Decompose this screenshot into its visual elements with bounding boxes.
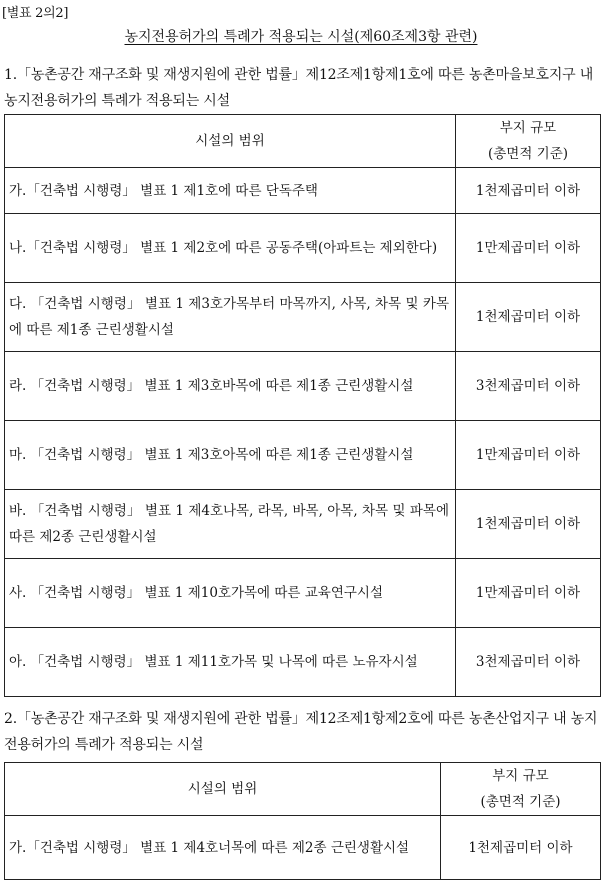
facility-scope-cell: 다. 「건축법 시행령」 별표 1 제3호가목부터 마목까지, 사목, 차목 및 카목에 따른 제1종 근린생활시설: [5, 283, 456, 352]
table-header-row: [5, 763, 601, 816]
section-1-table: [4, 114, 601, 697]
table-row: [5, 352, 601, 421]
section-2-table: [4, 762, 601, 880]
section-2-heading: 2.「농촌공간 재구조화 및 재생지원에 관한 법률」제12조제1항제2호에 따른 농촌산업지구 내 농지전용허가의 특례가 적용되는 시설: [4, 711, 598, 753]
facility-scope-cell: 마. 「건축법 시행령」 별표 1 제3호아목에 따른 제1종 근린생활시설: [5, 421, 456, 490]
document-title-text: 농지전용허가의 특례가 적용되는 시설(제60조제3항 관련): [124, 29, 478, 45]
document-title: [0, 26, 602, 46]
site-size-cell: 1천제곱미터 이하: [456, 283, 601, 352]
table-row: [5, 816, 601, 880]
annex-label: [별표 2의2]: [2, 6, 69, 21]
column-header-scope: 시설의 범위: [5, 115, 456, 168]
column-header-size-line1: 부지 규모: [499, 120, 557, 136]
site-size-cell: 1천제곱미터 이하: [441, 816, 601, 880]
facility-scope-cell: 라. 「건축법 시행령」 별표 1 제3호바목에 따른 제1종 근린생활시설: [5, 352, 456, 421]
column-header-size: [456, 115, 601, 168]
table-row: [5, 628, 601, 697]
facility-scope-cell: 사. 「건축법 시행령」 별표 1 제10호가목에 따른 교육연구시설: [5, 559, 456, 628]
site-size-cell: 1천제곱미터 이하: [456, 168, 601, 214]
table-row: [5, 421, 601, 490]
table-row: [5, 214, 601, 283]
facility-scope-cell: 나.「건축법 시행령」 별표 1 제2호에 따른 공동주택(아파트는 제외한다): [5, 214, 456, 283]
table-row: [5, 168, 601, 214]
site-size-cell: 3천제곱미터 이하: [456, 628, 601, 697]
column-header-size-line1: 부지 규모: [492, 768, 549, 784]
section-1-heading: 1.「농촌공간 재구조화 및 재생지원에 관한 법률」제12조제1항제1호에 따른 농촌마을보호지구 내 농지전용허가의 특례가 적용되는 시설: [4, 67, 594, 109]
facility-scope-cell: 바. 「건축법 시행령」 별표 1 제4호나목, 라목, 바목, 아목, 차목 및 파목에 따른 제2종 근린생활시설: [5, 490, 456, 559]
column-header-scope: 시설의 범위: [5, 763, 441, 816]
facility-scope-cell: 가.「건축법 시행령」 별표 1 제1호에 따른 단독주택: [5, 168, 456, 214]
site-size-cell: 1만제곱미터 이하: [456, 559, 601, 628]
site-size-cell: 3천제곱미터 이하: [456, 352, 601, 421]
table-row: [5, 283, 601, 352]
site-size-cell: 1만제곱미터 이하: [456, 214, 601, 283]
table-header-row: [5, 115, 601, 168]
facility-scope-cell: 가.「건축법 시행령」 별표 1 제4호너목에 따른 제2종 근린생활시설: [5, 816, 441, 880]
column-header-size-line2: (총면적 기준): [480, 794, 561, 810]
site-size-cell: 1만제곱미터 이하: [456, 421, 601, 490]
table-row: [5, 490, 601, 559]
column-header-size: [441, 763, 601, 816]
site-size-cell: 1천제곱미터 이하: [456, 490, 601, 559]
column-header-size-line2: (총면적 기준): [487, 146, 569, 162]
table-row: [5, 559, 601, 628]
facility-scope-cell: 아. 「건축법 시행령」 별표 1 제11호가목 및 나목에 따른 노유자시설: [5, 628, 456, 697]
